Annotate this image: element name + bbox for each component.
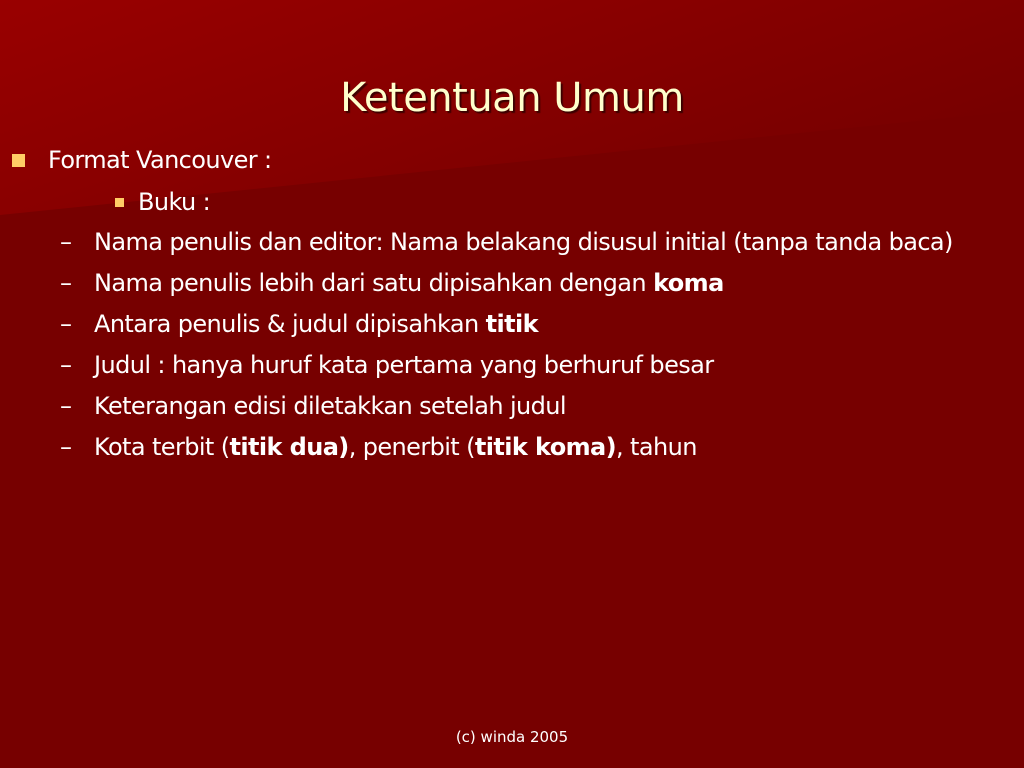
dash-bullet-icon: – xyxy=(60,269,72,297)
text-run: Keterangan edisi diletakkan setelah judul xyxy=(94,392,566,420)
dash-item-text xyxy=(94,347,1000,383)
dash-item-text xyxy=(94,388,1000,424)
dash-bullet-icon: – xyxy=(60,310,72,338)
text-run: Nama penulis lebih dari satu dipisahkan dengan xyxy=(94,269,654,297)
dash-bullet-icon: – xyxy=(60,351,72,379)
dash-item xyxy=(60,388,1000,424)
bullet-level1 xyxy=(12,142,272,178)
bold-text: titik koma) xyxy=(474,433,616,461)
dash-bullet-icon: – xyxy=(60,433,72,461)
dash-item xyxy=(60,347,1000,383)
slide-title: Ketentuan Umum xyxy=(340,75,684,121)
small-square-bullet-icon xyxy=(115,198,124,207)
bullet-level1-text: Format Vancouver : xyxy=(48,146,272,174)
text-run: Kota terbit ( xyxy=(94,433,230,461)
dash-item xyxy=(60,429,1000,465)
text-run: Judul : hanya huruf kata pertama yang berhuruf besar xyxy=(94,351,714,379)
dash-item-text xyxy=(94,306,1000,342)
bold-text: titik dua) xyxy=(229,433,349,461)
text-run: , tahun xyxy=(616,433,697,461)
dash-list xyxy=(60,224,1000,470)
dash-item-text xyxy=(94,265,1000,301)
footer-copyright: (c) winda 2005 xyxy=(455,728,569,746)
text-run: , penerbit ( xyxy=(348,433,475,461)
dash-item xyxy=(60,265,1000,301)
bold-text: titik xyxy=(485,310,539,338)
dash-item-text xyxy=(94,429,1000,465)
text-run: Antara penulis & judul dipisahkan xyxy=(94,310,486,338)
dash-bullet-icon: – xyxy=(60,228,72,256)
bullet-level2-text: Buku : xyxy=(138,188,211,216)
text-run: Nama penulis dan editor: Nama belakang disusul initial (tanpa tanda baca) xyxy=(94,228,953,256)
dash-item-text xyxy=(94,224,1000,260)
dash-bullet-icon: – xyxy=(60,392,72,420)
square-bullet-icon xyxy=(12,154,25,167)
dash-item xyxy=(60,306,1000,342)
bold-text: koma xyxy=(653,269,724,297)
dash-item xyxy=(60,224,1000,260)
bullet-level2 xyxy=(115,184,210,220)
